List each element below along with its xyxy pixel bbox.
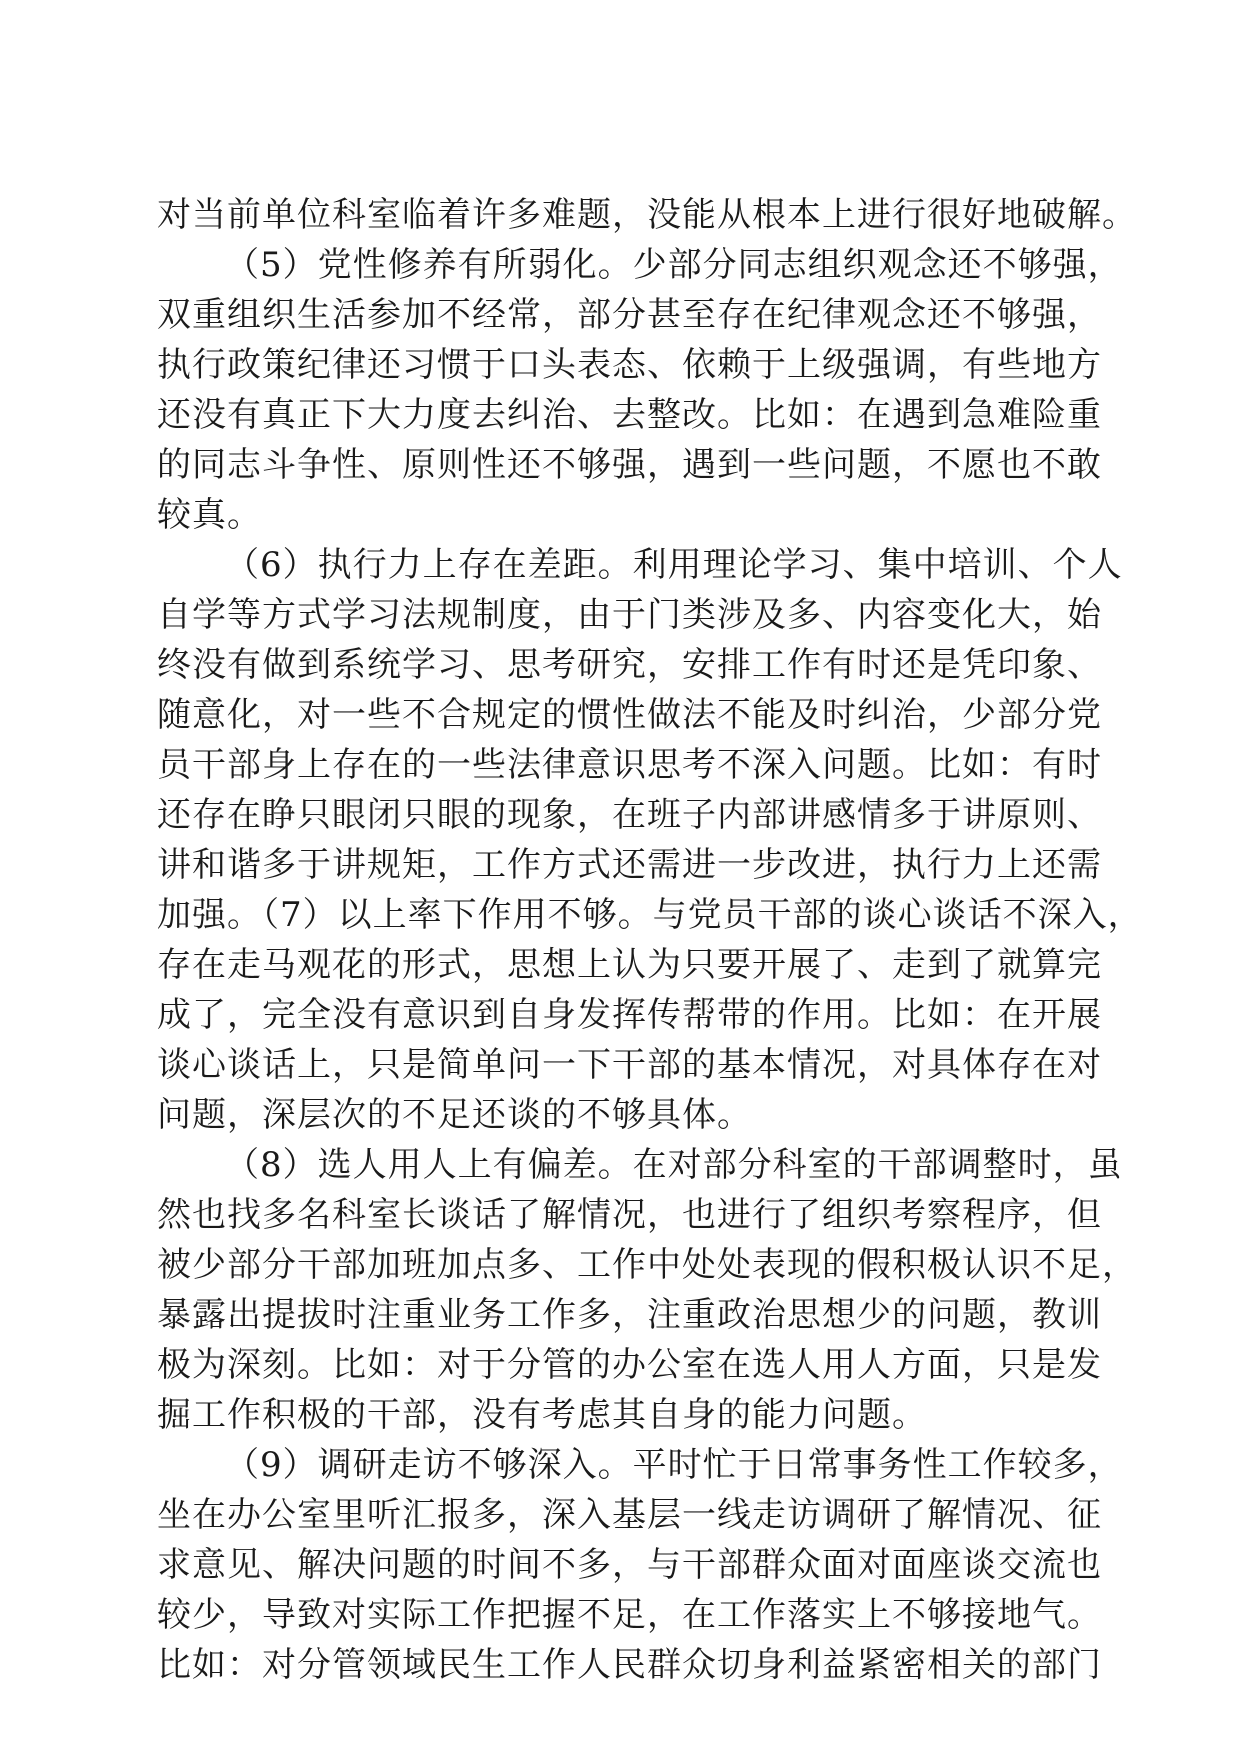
text-line: 较真。	[157, 495, 262, 535]
text-line: 还存在睁只眼闭只眼的现象，在班子内部讲感情多于讲原则、	[157, 795, 1102, 835]
text-line: 存在走马观花的形式，思想上认为只要开展了、走到了就算完	[157, 945, 1102, 985]
text-line: （9）调研走访不够深入。平时忙于日常事务性工作较多，	[225, 1445, 1123, 1485]
text-line: 双重组织生活参加不经常，部分甚至存在纪律观念还不够强，	[157, 295, 1102, 335]
text-line: （6）执行力上存在差距。利用理论学习、集中培训、个人	[225, 545, 1123, 585]
text-line: 极为深刻。比如：对于分管的办公室在选人用人方面，只是发	[157, 1345, 1102, 1385]
text-line: 成了，完全没有意识到自身发挥传帮带的作用。比如：在开展	[157, 995, 1102, 1035]
text-line: 对当前单位科室临着许多难题，没能从根本上进行很好地破解。	[157, 195, 1137, 235]
text-line: 加强。（7）以上率下作用不够。与党员干部的谈心谈话不深入，	[157, 895, 1143, 935]
text-line: 较少，导致对实际工作把握不足，在工作落实上不够接地气。	[157, 1595, 1102, 1635]
text-line: 随意化，对一些不合规定的惯性做法不能及时纠治，少部分党	[157, 695, 1102, 735]
text-line: 求意见、解决问题的时间不多，与干部群众面对面座谈交流也	[157, 1545, 1102, 1585]
text-line: 终没有做到系统学习、思考研究，安排工作有时还是凭印象、	[157, 645, 1102, 685]
text-line: 坐在办公室里听汇报多，深入基层一线走访调研了解情况、征	[157, 1495, 1102, 1535]
body-text	[157, 190, 1143, 1690]
text-line: 自学等方式学习法规制度，由于门类涉及多、内容变化大，始	[157, 595, 1102, 635]
text-line: 掘工作积极的干部，没有考虑其自身的能力问题。	[157, 1395, 927, 1435]
text-line: 然也找多名科室长谈话了解情况，也进行了组织考察程序，但	[157, 1195, 1102, 1235]
text-line: 比如：对分管领域民生工作人民群众切身利益紧密相关的部门	[157, 1645, 1102, 1685]
text-line: 还没有真正下大力度去纠治、去整改。比如：在遇到急难险重	[157, 395, 1102, 435]
text-line: （5）党性修养有所弱化。少部分同志组织观念还不够强，	[225, 245, 1123, 285]
text-line: 问题，深层次的不足还谈的不够具体。	[157, 1095, 752, 1135]
text-line: 被少部分干部加班加点多、工作中处处表现的假积极认识不足，	[157, 1245, 1137, 1285]
text-line: （8）选人用人上有偏差。在对部分科室的干部调整时，虽	[225, 1145, 1123, 1185]
text-line: 暴露出提拔时注重业务工作多，注重政治思想少的问题，教训	[157, 1295, 1102, 1335]
text-line: 讲和谐多于讲规矩，工作方式还需进一步改进，执行力上还需	[157, 845, 1102, 885]
text-line: 的同志斗争性、原则性还不够强，遇到一些问题，不愿也不敢	[157, 445, 1102, 485]
text-line: 谈心谈话上，只是简单问一下干部的基本情况，对具体存在对	[157, 1045, 1102, 1085]
text-line: 执行政策纪律还习惯于口头表态、依赖于上级强调，有些地方	[157, 345, 1102, 385]
text-line: 员干部身上存在的一些法律意识思考不深入问题。比如：有时	[157, 745, 1102, 785]
